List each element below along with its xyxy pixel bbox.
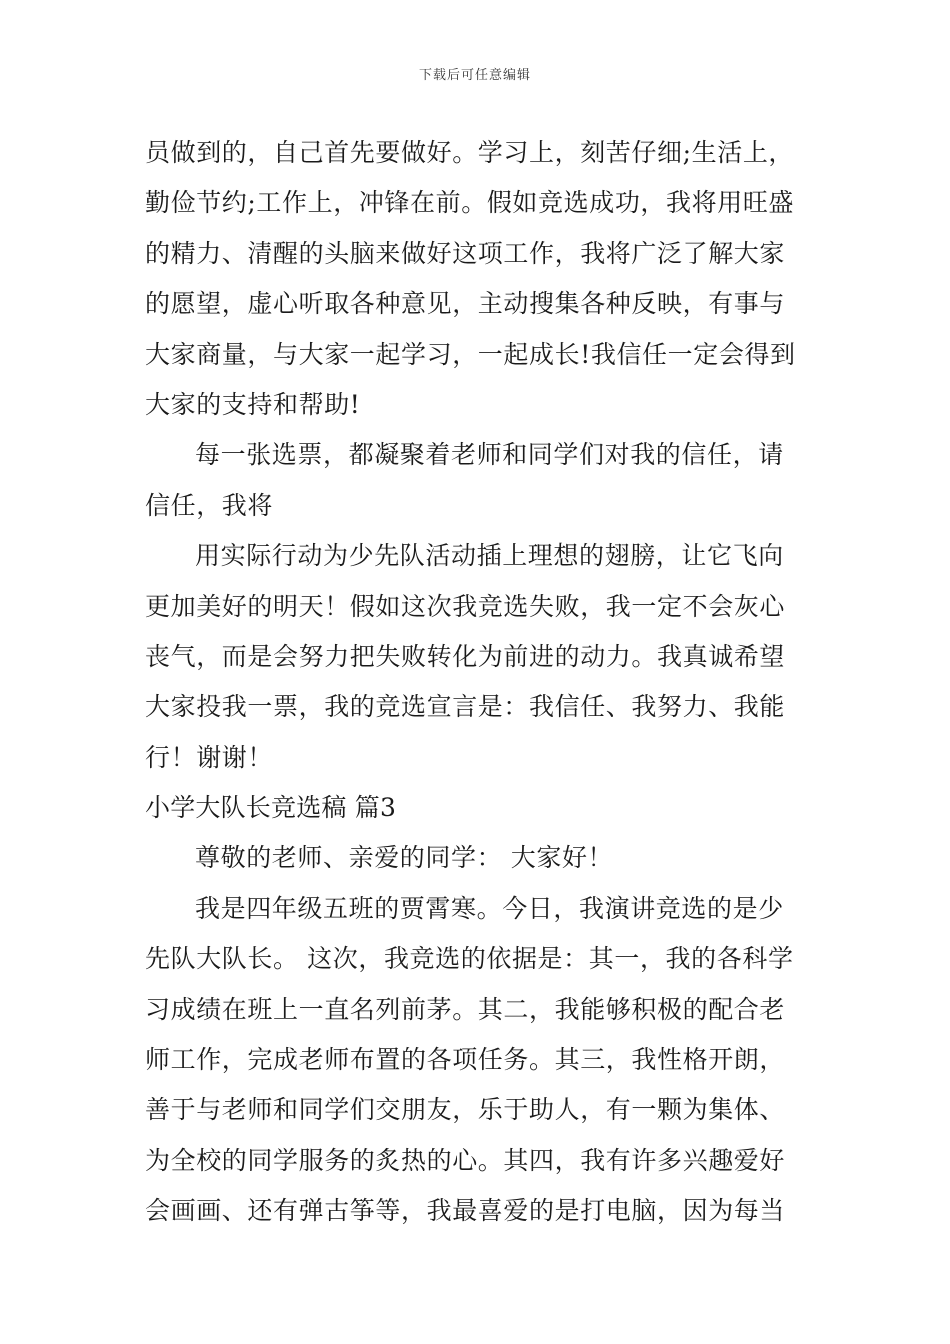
- text-line: 为全校的同学服务的炙热的心。其四，我有许多兴趣爱好: [145, 1145, 786, 1175]
- text-line: 大家投我一票，我的竞选宣言是：我信任、我努力、我能: [145, 692, 786, 722]
- text-line: 会画画、还有弹古筝等，我最喜爱的是打电脑，因为每当: [145, 1196, 786, 1226]
- text-line: 大家的支持和帮助!: [145, 389, 361, 419]
- section-heading: 小学大队长竞选稿 篇3: [145, 793, 397, 823]
- text-line: 行！谢谢！: [145, 742, 274, 772]
- text-line: 大家商量，与大家一起学习，一起成长!我信任一定会得到: [145, 339, 796, 369]
- text-line: 先队大队长。 这次，我竞选的依据是：其一，我的各科学: [145, 944, 794, 974]
- text-line: 员做到的，自己首先要做好。学习上，刻苦仔细;生活上，: [145, 138, 795, 167]
- text-line: 的精力、清醒的头脑来做好这项工作，我将广泛了解大家: [145, 238, 786, 268]
- text-line: 的愿望，虚心听取各种意见，主动搜集各种反映，有事与: [145, 289, 786, 319]
- text-line: 师工作，完成老师布置的各项任务。其三，我性格开朗，: [145, 1045, 786, 1075]
- text-line: 善于与老师和同学们交朋友，乐于助人，有一颗为集体、: [145, 1095, 786, 1125]
- text-line: 丧气，而是会努力把失败转化为前进的动力。我真诚希望: [145, 641, 786, 671]
- text-line: 每一张选票，都凝聚着老师和同学们对我的信任，请: [195, 440, 784, 470]
- text-line: 习成绩在班上一直名列前茅。其二，我能够积极的配合老: [145, 994, 786, 1024]
- document-body: [145, 128, 810, 1237]
- text-line: 勤俭节约;工作上，冲锋在前。假如竞选成功，我将用旺盛: [145, 188, 795, 218]
- text-line: 更加美好的明天！假如这次我竞选失败，我一定不会灰心: [145, 591, 786, 621]
- text-line: 尊敬的老师、亲爱的同学： 大家好！: [195, 843, 614, 873]
- page-header: 下载后可任意编辑: [418, 68, 531, 83]
- text-line: 用实际行动为少先队活动插上理想的翅膀，让它飞向: [195, 541, 784, 571]
- text-line: 信任，我将: [145, 490, 274, 520]
- text-line: 我是四年级五班的贾霄寒。今日，我演讲竞选的是少: [195, 893, 784, 923]
